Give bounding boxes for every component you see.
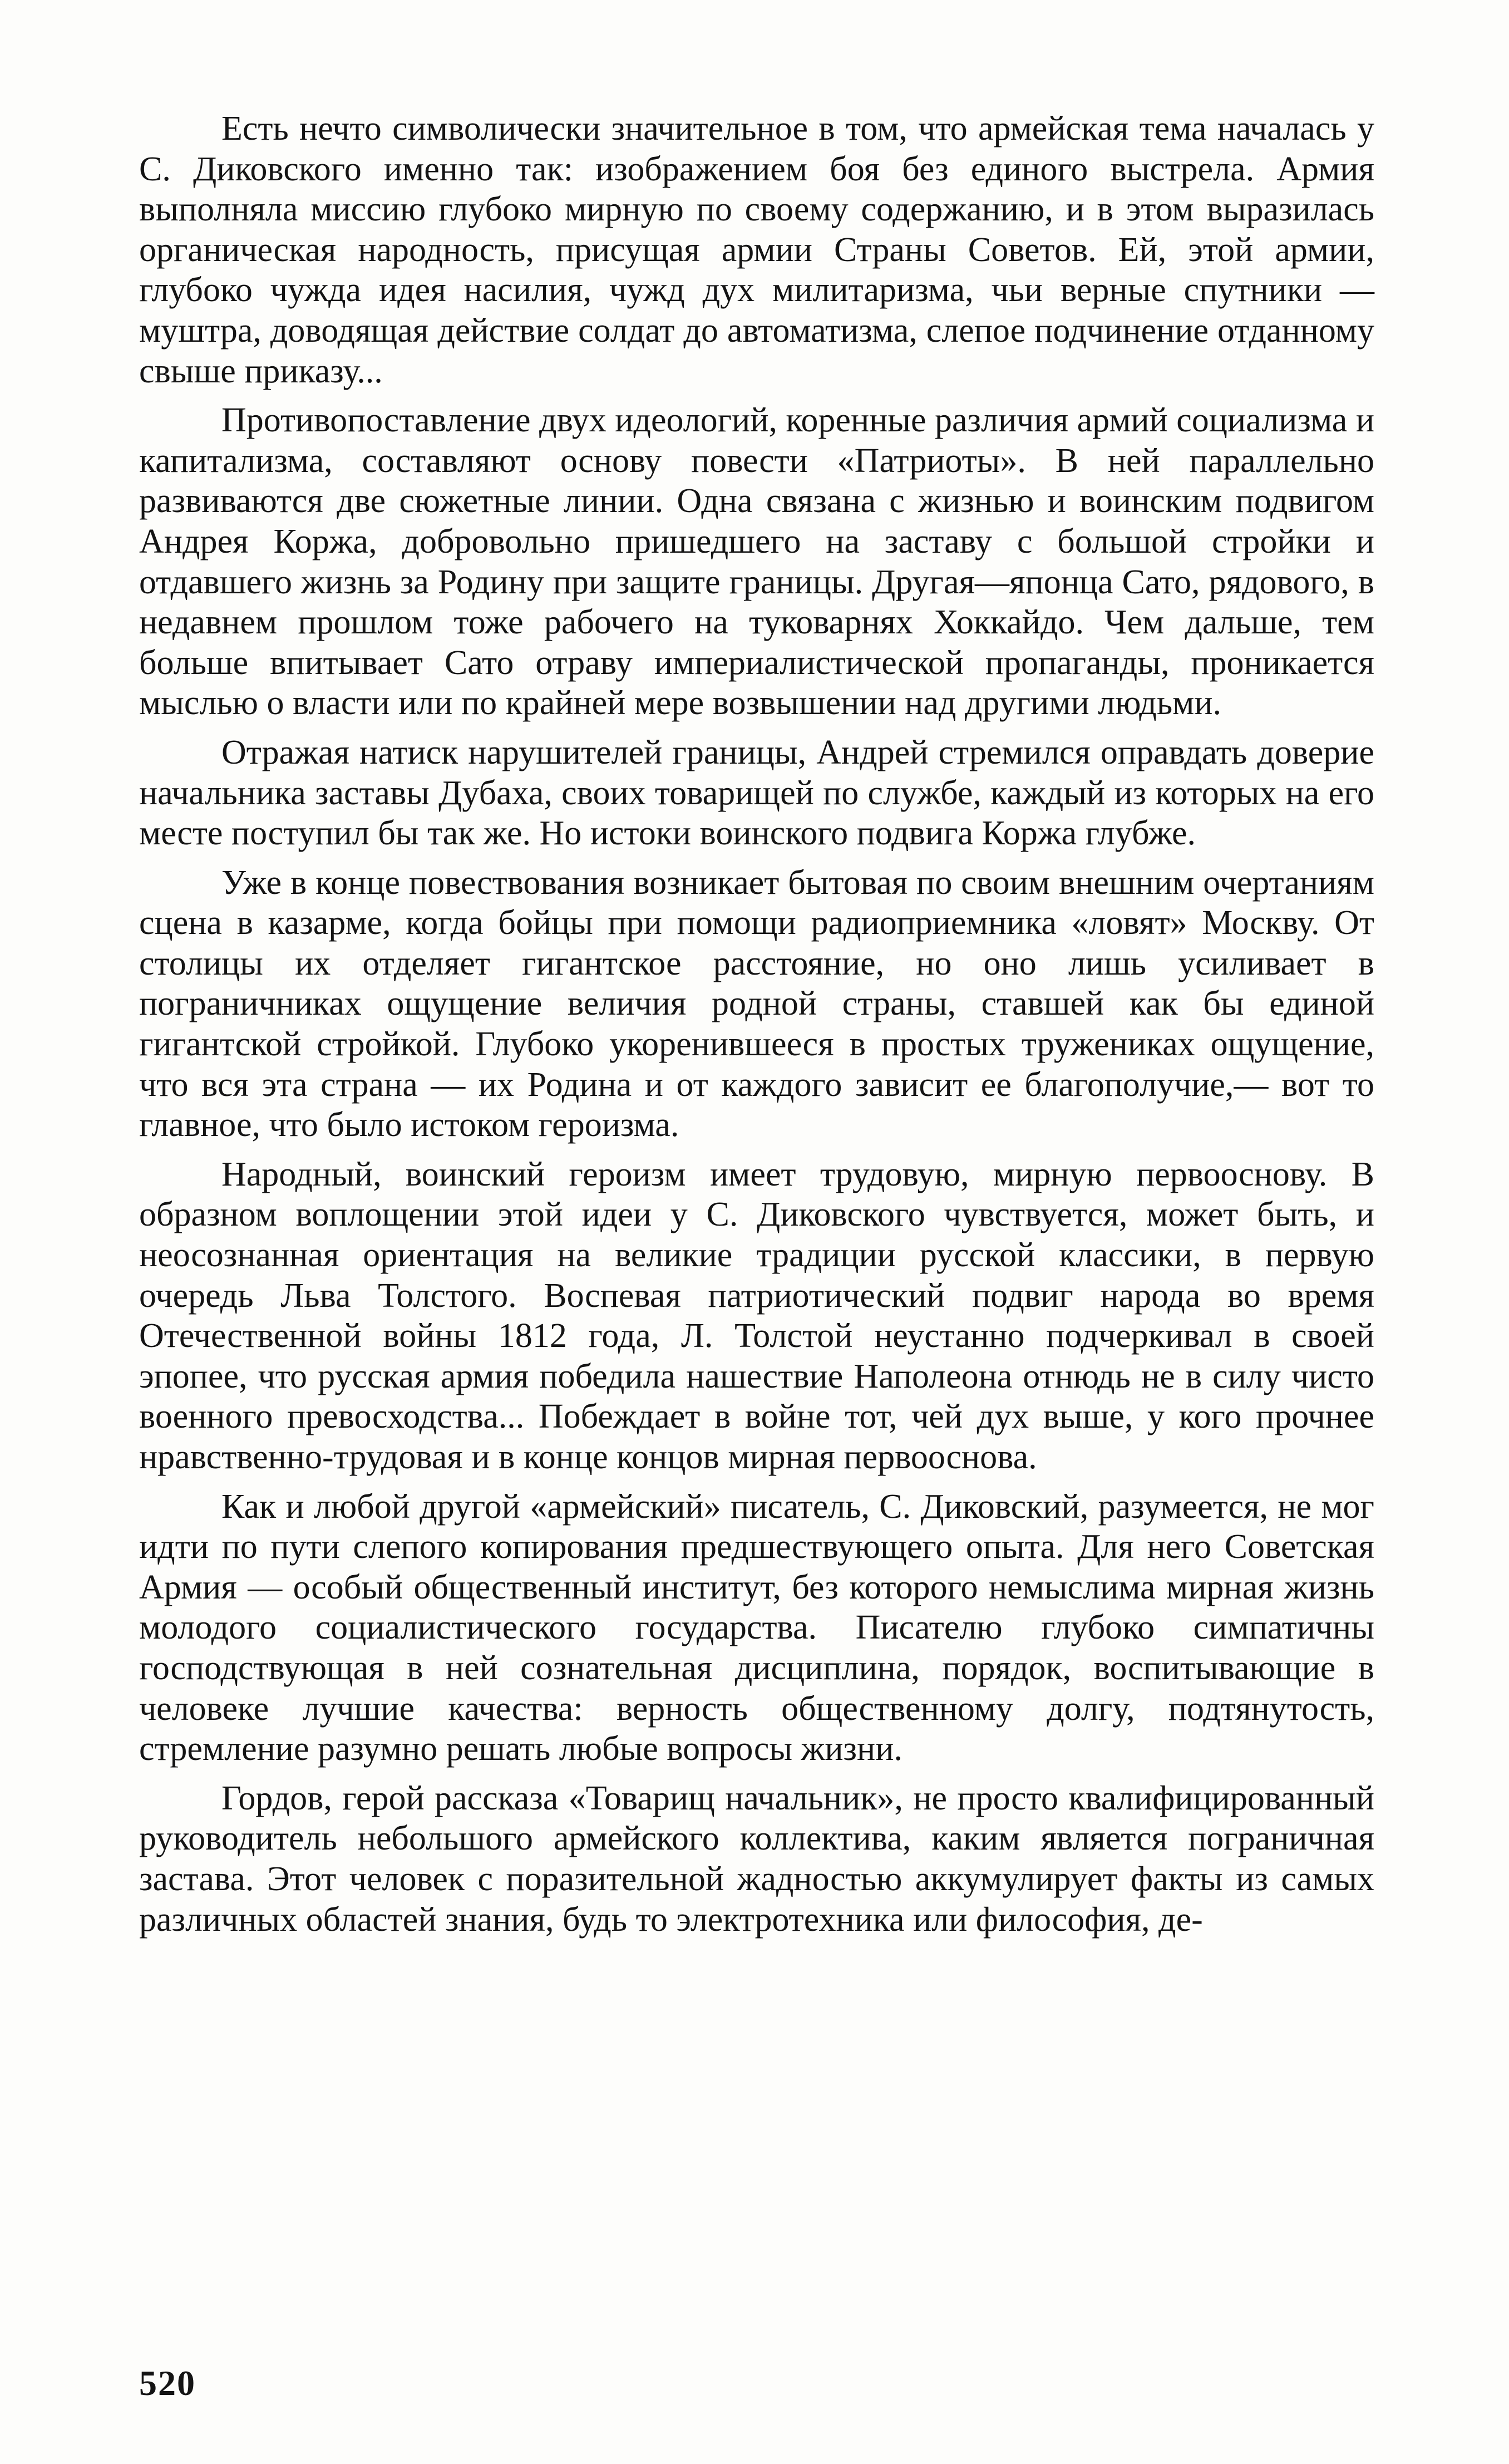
paragraph-4: Уже в конце повествования возникает бытовая по своим внешним очертаниям сцена в казарме, когда бойцы при помощи радиоприемника «ловят» Москву. От столицы их отделяет гигантское расстояние, но оно лишь усиливает в пограничниках ощущение величия родной страны, ставшей как бы единой гигантской стройкой. Глубоко укоренившееся в простых тружениках ощущение, что вся эта страна — их Родина и от каждого зависит ее благополучие,— вот то главное, что было истоком героизма. (139, 863, 1374, 1144)
paragraph-3: Отражая натиск нарушителей границы, Андрей стремился оправдать доверие начальника заставы Дубаха, своих товарищей по службе, каждый из которых на его месте поступил бы так же. Но истоки воинского подвига Коржа глубже. (139, 733, 1374, 853)
page-number: 520 (139, 2363, 196, 2403)
paragraph-5: Народный, воинский героизм имеет трудовую, мирную первооснову. В образном воплощении этой идеи у С. Диковского чувствуется, может быть, и неосознанная ориентация на великие традиции русской классики, в первую очередь Льва Толстого. Воспевая патриотический подвиг народа во время Отечественной войны 1812 года, Л. Толстой неустанно подчеркивал в своей эпопее, что русская армия победила нашествие Наполеона отнюдь не в силу чисто военного превосходства... Побеждает в войне тот, чей дух выше, у кого прочнее нравственно-трудовая и в конце концов мирная первооснова. (139, 1155, 1374, 1476)
paragraph-6: Как и любой другой «армейский» писатель, С. Диковский, разумеется, не мог идти по пути слепого копирования предшествующего опыта. Для него Советская Армия — особый общественный институт, без которого немыслима мирная жизнь молодого социалистического государства. Писателю глубоко симпатичны господствующая в ней сознательная дисциплина, порядок, воспитывающие в человеке лучшие качества: верность общественному долгу, подтянутость, стремление разумно решать любые вопросы жизни. (139, 1487, 1374, 1768)
paragraph-2: Противопоставление двух идеологий, коренные различия армий социализма и капитализма, составляют основу повести «Патриоты». В ней параллельно развиваются две сюжетные линии. Одна связана с жизнью и воинским подвигом Андрея Коржа, добровольно пришедшего на заставу с большой стройки и отдавшего жизнь за Родину при защите границы. Другая—японца Сато, рядового, в недавнем прошлом тоже рабочего на туковарнях Хоккайдо. Чем дальше, тем больше впитывает Сато отраву империалистической пропаганды, проникается мыслью о власти или по крайней мере возвышении над другими людьми. (139, 401, 1374, 722)
paragraph-7: Гордов, герой рассказа «Товарищ начальник», не просто квалифицированный руководитель небольшого армейского коллектива, каким является пограничная застава. Этот человек с поразительной жадностью аккумулирует факты из самых различных областей знания, будь то электротехника или философия, де- (139, 1779, 1374, 1939)
body-text (139, 109, 1374, 1949)
paragraph-1: Есть нечто символически значительное в том, что армейская тема началась у С. Диковского именно так: изображением боя без единого выстрела. Армия выполняла миссию глубоко мирную по своему содержанию, и в этом выразилась органическая народность, присущая армии Страны Советов. Ей, этой армии, глубоко чужда идея насилия, чужд дух милитаризма, чьи верные спутники — муштра, доводящая действие солдат до автоматизма, слепое подчинение отданному свыше приказу... (139, 110, 1374, 390)
